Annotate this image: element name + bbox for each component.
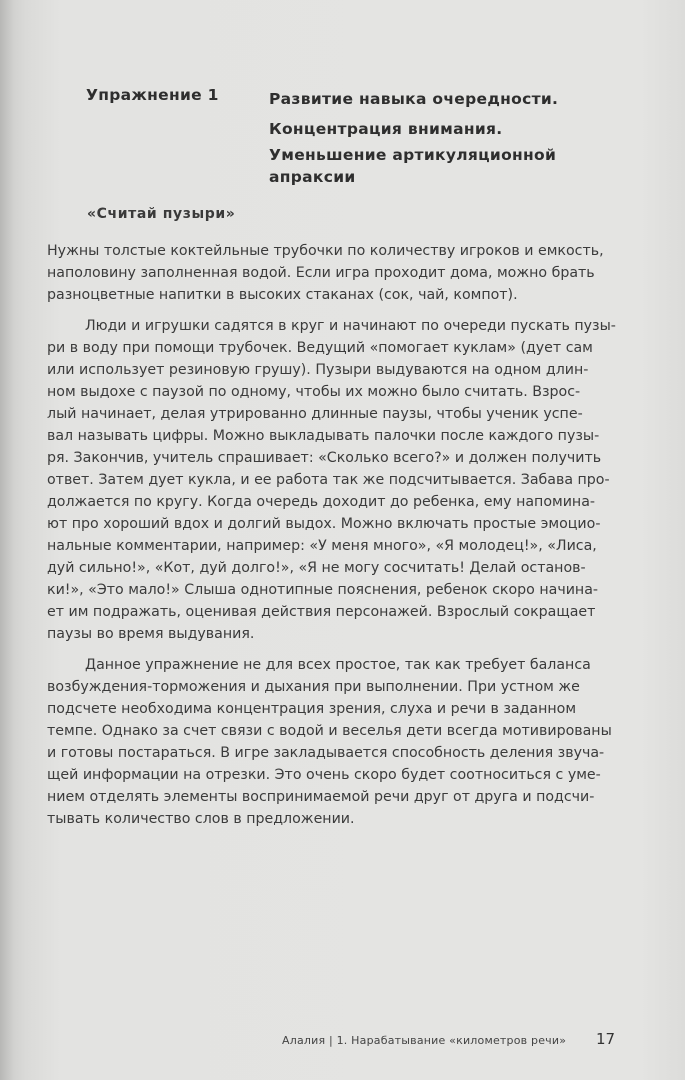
text-line: ря. Закончив, учитель спрашивает: «Сколько всего?» и должен получить	[47, 450, 602, 466]
text-line: и готовы постараться. В игре закладывается способность деления звуча-	[47, 745, 605, 761]
text-line: ки!», «Это мало!» Слыша однотипные пояснения, ребенок скоро начина-	[47, 582, 599, 598]
exercise-title-line: Концентрация внимания.	[269, 120, 503, 138]
text-line: щей информации на отрезки. Это очень скоро будет соотноситься с уме-	[47, 767, 601, 783]
text-line: Данное упражнение не для всех простое, так как требует баланса	[85, 657, 591, 673]
exercise-label: Упражнение 1	[86, 86, 219, 104]
text-line: ют про хороший вдох и долгий выдох. Можно включать простые эмоцио-	[47, 516, 601, 532]
paragraph-3	[47, 654, 627, 830]
text-line: паузы во время выдувания.	[47, 626, 255, 642]
text-line: лый начинает, делая утрированно длинные паузы, чтобы ученик успе-	[47, 406, 583, 422]
text-line: возбуждения-торможения и дыхания при выполнении. При устном же	[47, 679, 580, 695]
text-line: темпе. Однако за счет связи с водой и веселья дети всегда мотивированы	[47, 723, 612, 739]
text-line: разноцветные напитки в высоких стаканах (сок, чай, компот).	[47, 287, 518, 303]
running-footer: Алалия | 1. Нарабатывание «километров речи»	[282, 1034, 567, 1047]
paragraph-2	[47, 315, 627, 645]
page-gutter	[0, 0, 14, 1080]
text-line: подсчете необходима концентрация зрения, слуха и речи в заданном	[47, 701, 577, 717]
text-line: Люди и игрушки садятся в круг и начинают по очереди пускать пузы-	[85, 318, 616, 334]
paragraph-1	[47, 240, 627, 306]
body-text	[47, 240, 627, 830]
game-name: «Считай пузыри»	[87, 206, 236, 222]
text-line: ри в воду при помощи трубочек. Ведущий «помогает куклам» (дует сам	[47, 340, 593, 356]
page-number: 17	[596, 1030, 616, 1048]
text-line: ет им подражать, оценивая действия персонажей. Взрослый сокращает	[47, 604, 596, 620]
text-line: Нужны толстые коктейльные трубочки по количеству игроков и емкость,	[47, 243, 604, 259]
text-line: должается по кругу. Когда очередь доходит до ребенка, ему напомина-	[47, 494, 596, 510]
text-line: дуй сильно!», «Кот, дуй долго!», «Я не могу сосчитать! Делай останов-	[47, 560, 586, 576]
text-line: или использует резиновую грушу). Пузыри выдуваются на одном длин-	[47, 362, 589, 378]
exercise-title-line: Развитие навыка очередности.	[269, 90, 559, 108]
exercise-titles	[269, 84, 619, 188]
text-line: тывать количество слов в предложении.	[47, 811, 355, 827]
page-footer	[0, 1030, 685, 1054]
exercise-title-line: Уменьшение артикуляционной	[269, 146, 557, 164]
text-line: нальные комментарии, например: «У меня много», «Я молодец!», «Лиса,	[47, 538, 597, 554]
text-line: ном выдохе с паузой по одному, чтобы их можно было считать. Взрос-	[47, 384, 581, 400]
exercise-title-line: апраксии	[269, 168, 356, 186]
text-line: наполовину заполненная водой. Если игра проходит дома, можно брать	[47, 265, 595, 281]
text-line: нием отделять элементы воспринимаемой речи друг от друга и подсчи-	[47, 789, 595, 805]
text-line: вал называть цифры. Можно выкладывать палочки после каждого пузы-	[47, 428, 600, 444]
text-line: ответ. Затем дует кукла, и ее работа так же подсчитывается. Забава про-	[47, 472, 610, 488]
